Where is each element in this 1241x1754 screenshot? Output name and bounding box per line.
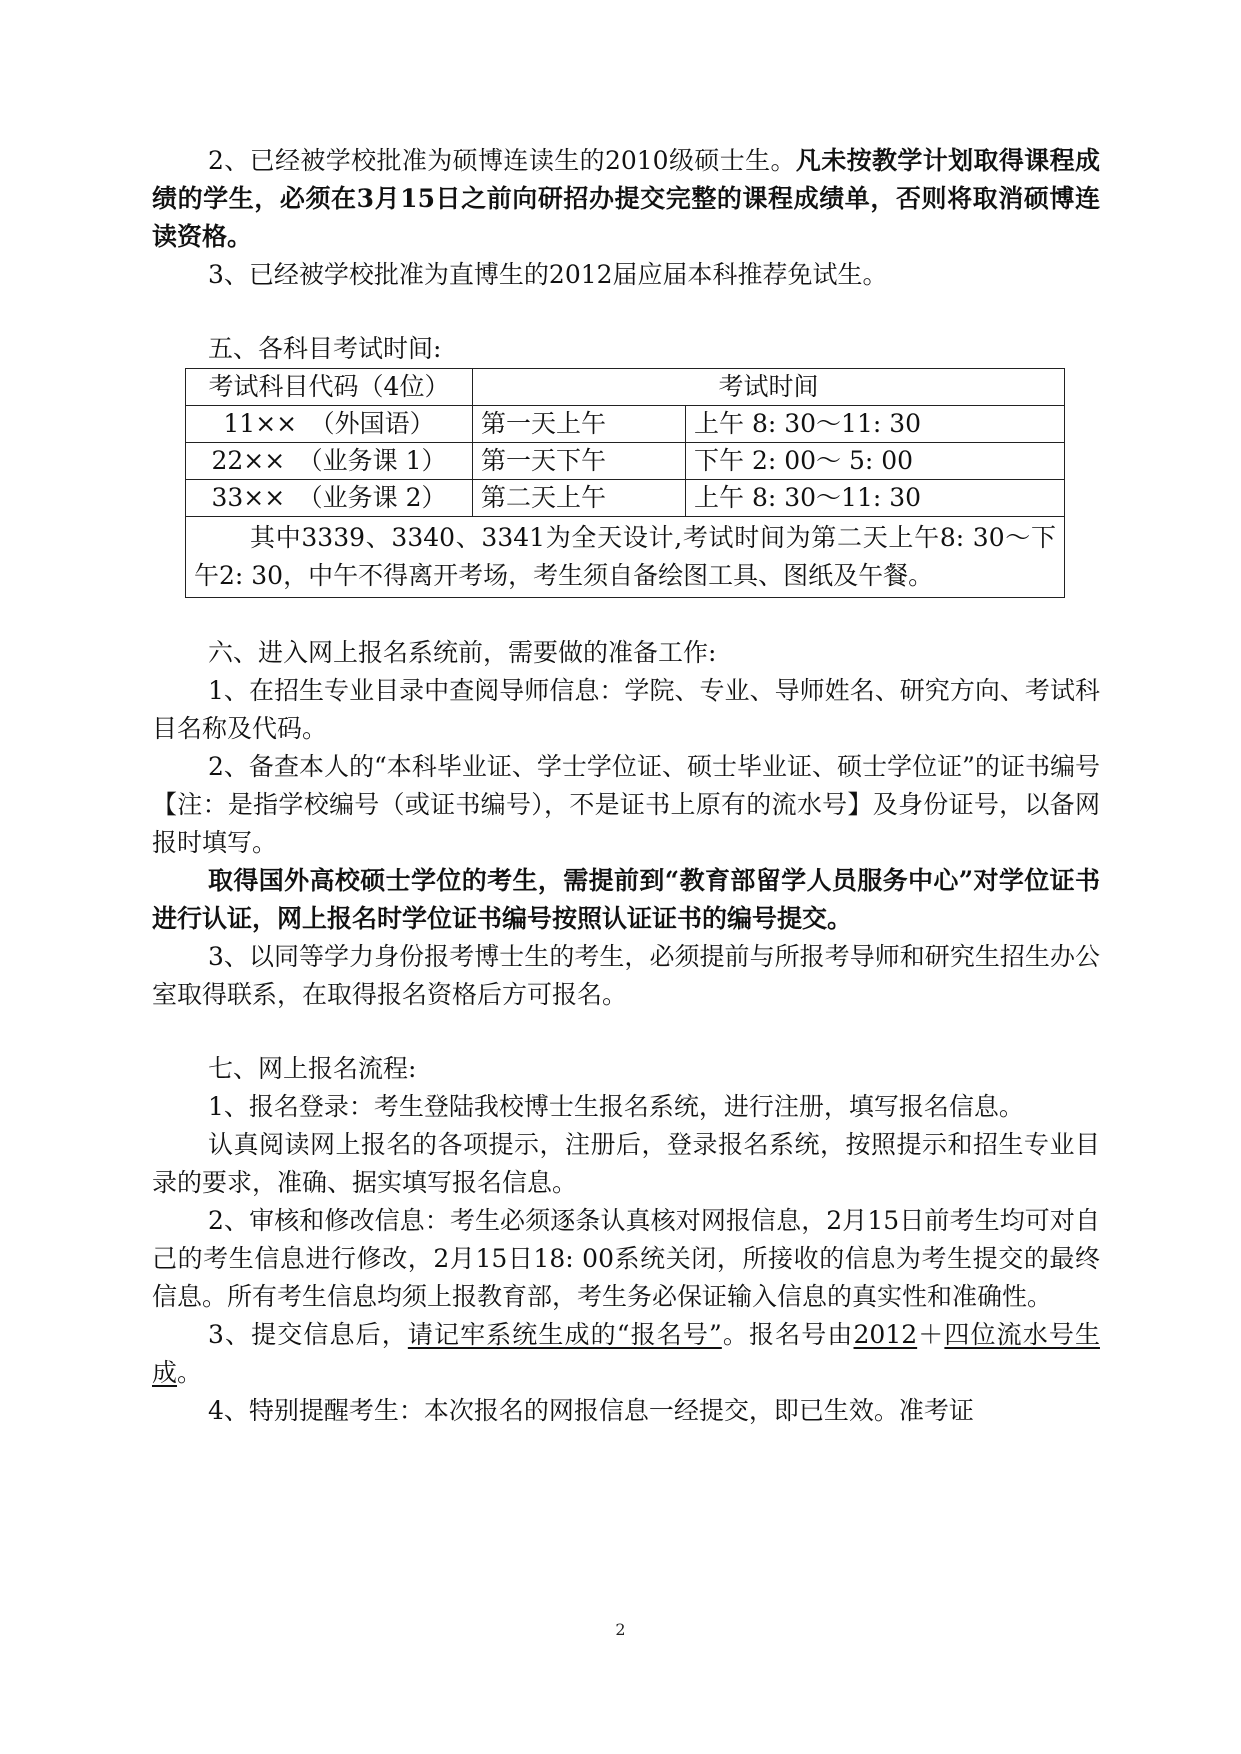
section-6-heading: 六、进入网上报名系统前，需要做的准备工作: xyxy=(208,638,717,667)
item-3-middle: 。报名号由 xyxy=(721,1320,854,1349)
section-6-item-2: 2、备查本人的“本科毕业证、学士学位证、硕士毕业证、硕士学位证”的证书编号【注：是指学校编号（或证书编号），不是证书上原有的流水号】及身份证号，以备网报时填写。 xyxy=(152,752,1100,857)
table-header-row xyxy=(186,369,1065,406)
item-3-year: 2012 xyxy=(853,1320,918,1349)
exam-time-cell: 上午 8: 30～11: 30 xyxy=(686,480,1065,517)
document-body xyxy=(152,142,1100,1430)
section-7-item-2: 2、审核和修改信息：考生必须逐条认真核对网报信息，2月15日前考生均可对自己的考生信息进行修改，2月15日18: 00系统关闭，所接收的信息为考生提交的最终信息。所有考生信息均须上报教育部，考生务必保证输入信息的真实性和准确性。 xyxy=(152,1206,1100,1311)
page-number: 2 xyxy=(615,1620,626,1639)
section-7-item-4: 4、特别提醒考生：本次报名的网报信息一经提交，即已生效。准考证 xyxy=(208,1396,974,1425)
exam-time-cell: 上午 8: 30～11: 30 xyxy=(686,406,1065,443)
exam-schedule-table xyxy=(185,368,1065,598)
exam-day-cell: 第二天上午 xyxy=(473,480,686,517)
section-7-item-3 xyxy=(152,1316,1100,1392)
table-row xyxy=(186,406,1065,443)
item-3-prefix: 3、提交信息后， xyxy=(208,1320,408,1349)
section-7-item-1-detail: 认真阅读网上报名的各项提示，注册后，登录报名系统，按照提示和招生专业目录的要求，准确、据实填写报名信息。 xyxy=(152,1130,1100,1197)
section-6-item-1: 1、在招生专业目录中查阅导师信息：学院、专业、导师姓名、研究方向、考试科目名称及代码。 xyxy=(152,676,1100,743)
exam-day-cell: 第一天上午 xyxy=(473,406,686,443)
subject-code-cell: 22×× （业务课 1） xyxy=(186,443,473,480)
item-3-serial: 四位流水号生成 xyxy=(152,1320,1100,1387)
section-6-bold-note: 取得国外高校硕士学位的考生，需提前到“教育部留学人员服务中心”对学位证书进行认证，网上报名时学位证书编号按照认证证书的编号提交。 xyxy=(152,866,1100,933)
subject-code-cell: 11×× （外国语） xyxy=(186,406,473,443)
item-3-paragraph: 3、已经被学校批准为直博生的2012届应届本科推荐免试生。 xyxy=(208,260,888,289)
exam-time-cell: 下午 2: 00～ 5: 00 xyxy=(686,443,1065,480)
section-7-item-1: 1、报名登录：考生登陆我校博士生报名系统，进行注册，填写报名信息。 xyxy=(208,1092,1024,1121)
item-3-plus: ＋ xyxy=(917,1320,945,1349)
table-row xyxy=(186,480,1065,517)
table-note-row xyxy=(186,517,1065,598)
item-2-bold-warning: 凡未按教学计划取得课程成绩的学生，必须在3月15日之前向研招办提交完整的课程成绩单，否则将取消硕博连读资格。 xyxy=(152,146,1100,251)
table-header-code: 考试科目代码（4位） xyxy=(186,369,473,406)
section-7-heading: 七、网上报名流程: xyxy=(208,1054,417,1083)
exam-day-cell: 第一天下午 xyxy=(473,443,686,480)
table-note-cell: 其中3339、3340、3341为全天设计,考试时间为第二天上午8: 30～下午2: 30，中午不得离开考场，考生须自备绘图工具、图纸及午餐。 xyxy=(186,517,1065,598)
item-2-text: 2、已经被学校批准为硕博连读生的2010级硕士生。 xyxy=(208,146,796,175)
table-row xyxy=(186,443,1065,480)
table-header-time: 考试时间 xyxy=(473,369,1065,406)
subject-code-cell: 33×× （业务课 2） xyxy=(186,480,473,517)
section-5-heading: 五、各科目考试时间: xyxy=(208,334,442,363)
item-3-underlined-reminder: 请记牢系统生成的“报名号” xyxy=(407,1320,722,1349)
section-6-item-3: 3、以同等学力身份报考博士生的考生，必须提前与所报考导师和研究生招生办公室取得联系，在取得报名资格后方可报名。 xyxy=(152,942,1100,1009)
item-2-paragraph xyxy=(152,142,1100,256)
item-3-end: 。 xyxy=(177,1358,203,1387)
